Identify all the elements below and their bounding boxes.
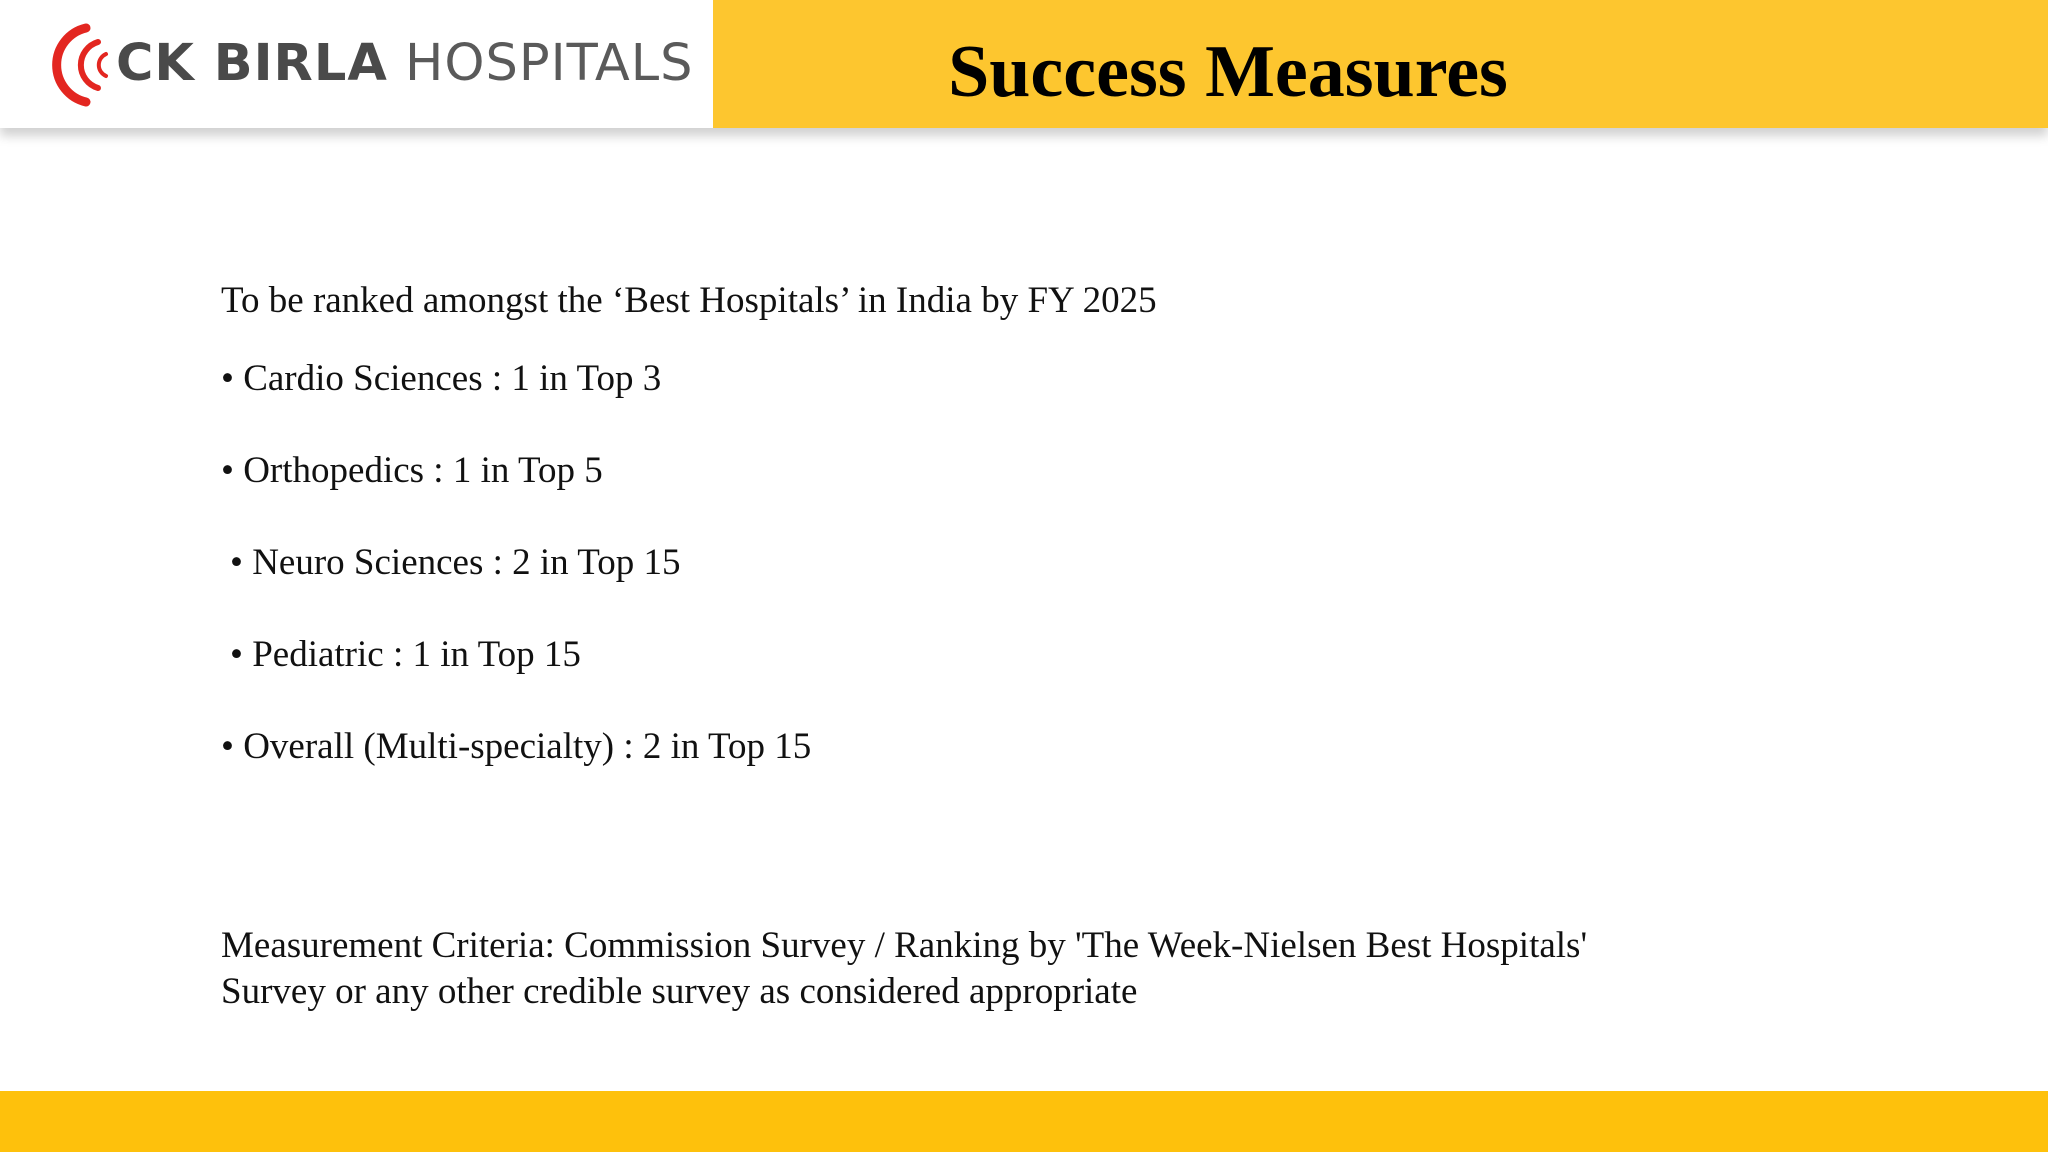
logo (0, 0, 713, 128)
bullet-item: • Cardio Sciences : 1 in Top 3 (221, 358, 662, 399)
criteria-text-line-2: Survey or any other credible survey as considered appropriate (221, 971, 1138, 1012)
bullet-item: • Overall (Multi-specialty) : 2 in Top 15 (221, 726, 812, 767)
page-title: Success Measures (948, 31, 1508, 113)
title-bar (713, 0, 2048, 128)
bullet-item: • Pediatric : 1 in Top 15 (230, 634, 581, 675)
criteria-text-line-1: Measurement Criteria: Commission Survey / Ranking by 'The Week-Nielsen Best Hospitals' (221, 925, 1588, 966)
logo-text-light: HOSPITALS (405, 34, 694, 93)
intro-text: To be ranked amongst the ‘Best Hospitals’ in India by FY 2025 (221, 280, 1157, 321)
logo-text-bold: CK BIRLA (116, 34, 388, 93)
bullet-item: • Neuro Sciences : 2 in Top 15 (230, 542, 681, 583)
ckbirla-arcs-logo-icon (46, 20, 126, 110)
logo-text (116, 34, 694, 94)
footer-bar (0, 1091, 2048, 1152)
bullet-item: • Orthopedics : 1 in Top 5 (221, 450, 603, 491)
header (0, 0, 2048, 128)
